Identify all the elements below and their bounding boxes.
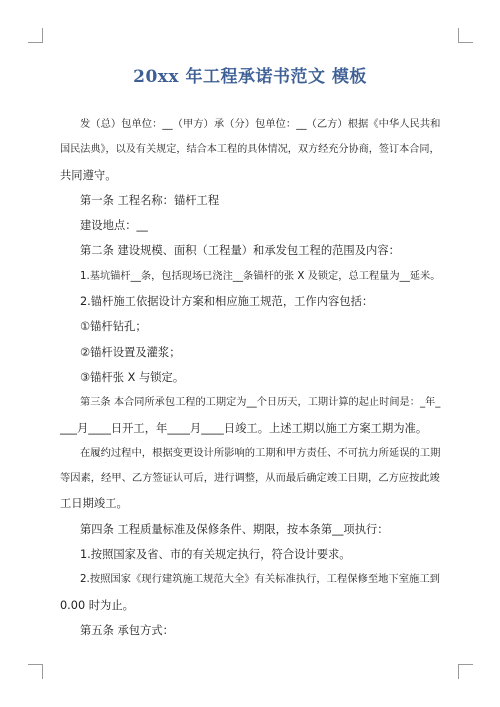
paragraph-article-5 <box>60 618 444 643</box>
paragraph-item-1 <box>60 264 444 289</box>
document-title: 20xx 年工程承诺书范文 模板 <box>133 67 367 87</box>
paragraph-item-2 <box>60 289 444 314</box>
text-line: 发（总）包单位：__（甲方）承（分）包单位：__（乙方）根据《中华人民共和 <box>80 118 441 130</box>
paragraph-adjustment <box>60 441 444 517</box>
text-line: 1.基坑锚杆__条，包括现场已浇注__条锚杆的张 X 及锁定，总工程量为__延米。 <box>80 270 441 282</box>
paragraph-sub-3 <box>60 365 444 390</box>
paragraph-article-4 <box>60 517 444 542</box>
paragraph-article-2 <box>60 238 444 263</box>
text-line: 建设地点：__ <box>80 219 148 233</box>
paragraph-site <box>60 213 444 238</box>
text-line: 第五条 承包方式： <box>80 623 174 637</box>
text-line: 第三条 本合同所承包工程的工期定为__个日历天，工期计算的起止时间是：_年_ <box>80 397 441 409</box>
paragraph-article-3 <box>60 390 444 441</box>
text-line: 第一条 工程名称：锚杆工程 <box>80 193 220 207</box>
text-line: ①锚杆钻孔； <box>80 320 147 334</box>
text-line: 共同遵守。 <box>60 168 117 182</box>
text-line: ___月____日开工，年____月____日竣工。上述工期以施工方案工期为准。 <box>60 421 428 435</box>
text-line: 0.00 时为止。 <box>60 598 134 612</box>
text-line: 国民法典》，以及有关规定，结合本工程的具体情况，双方经充分协商，签订本合同， <box>60 144 440 156</box>
text-line: 等因素，经甲、乙方签证认可后，进行调整，从而最后确定竣工日期，乙方应按此竣 <box>60 472 440 485</box>
crop-mark-top-left <box>28 28 43 43</box>
text-line: 2.按照国家《现行建筑施工规范大全》有关标准执行，工程保修至地下室施工到 <box>80 573 440 586</box>
crop-mark-bottom-right <box>458 664 473 679</box>
document-body <box>60 112 444 643</box>
paragraph-article-1 <box>60 188 444 213</box>
text-line: 工日期竣工。 <box>60 497 128 511</box>
crop-mark-top-right <box>458 28 473 43</box>
text-line: ②锚杆设置及灌浆； <box>80 345 181 359</box>
paragraph-quality-2 <box>60 567 444 618</box>
paragraph-sub-2 <box>60 340 444 365</box>
paragraph-sub-1 <box>60 314 444 339</box>
crop-mark-bottom-left <box>28 664 43 679</box>
text-line: 第四条 工程质量标准及保修条件、期限，按本条第__项执行： <box>80 522 389 536</box>
paragraph-preamble <box>60 112 444 188</box>
text-line: 在履约过程中，根据变更设计所影响的工期和甲方责任、不可抗力所延误的工期 <box>80 446 441 459</box>
text-line: 第二条 建设规模、面积（工程量）和承发包工程的范围及内容： <box>80 244 400 258</box>
text-line: 1.按照国家及省、市的有关规定执行，符合设计要求。 <box>80 548 351 562</box>
text-line: ③锚杆张 X 与锁定。 <box>80 370 185 384</box>
text-line: 2.锚杆施工依据设计方案和相应施工规范，工作内容包括： <box>80 295 374 309</box>
paragraph-quality-1 <box>60 542 444 567</box>
